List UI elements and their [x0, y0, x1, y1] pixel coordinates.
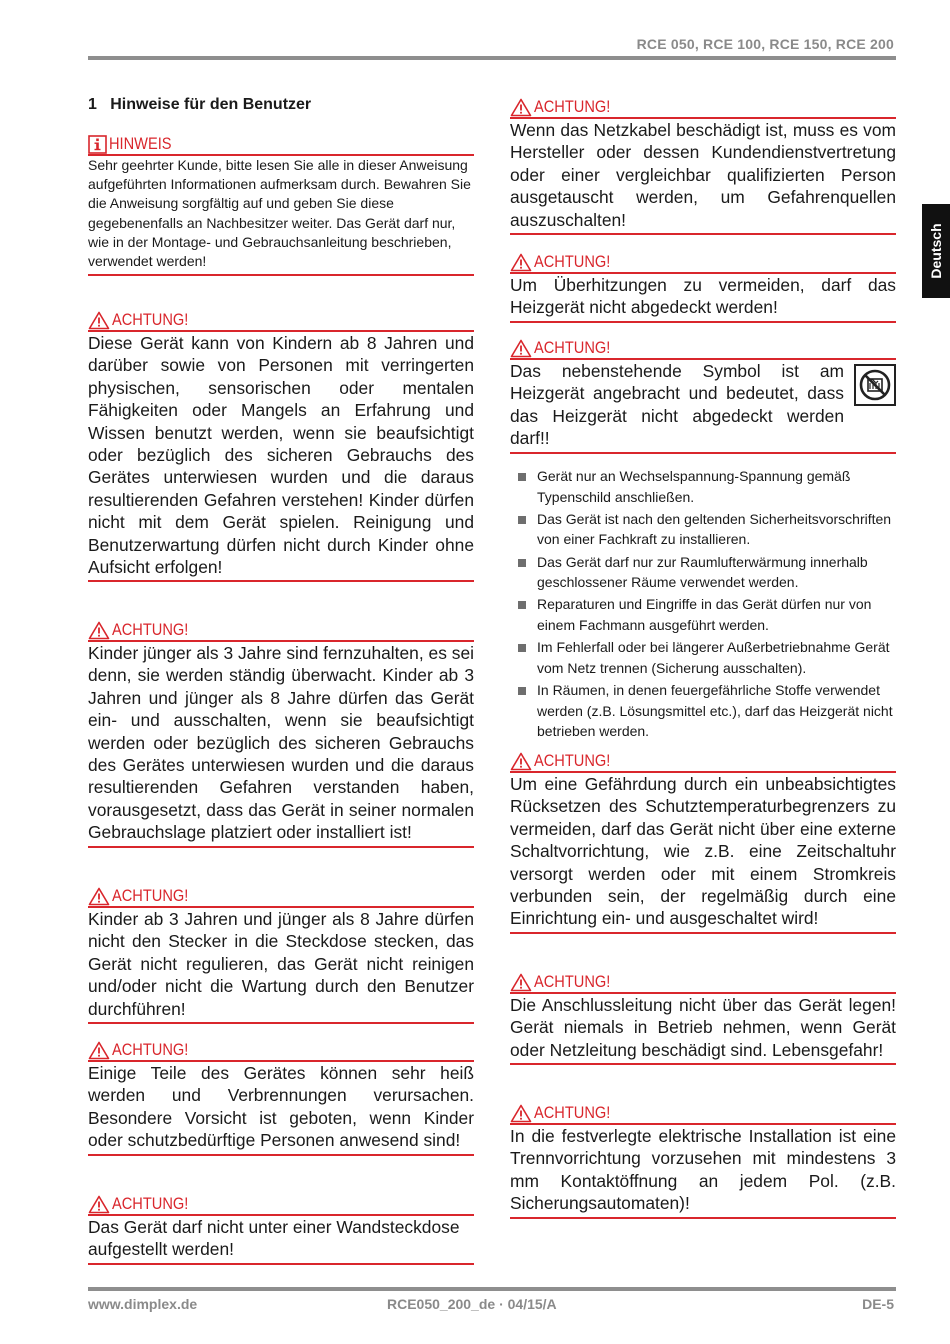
safety-bullet-list — [510, 466, 896, 743]
warning-label: ACHTUNG! — [112, 620, 189, 639]
warning-text: Das Gerät darf nicht unter einer Wandsteckdose aufgestellt werden! — [88, 1216, 474, 1265]
hinweis-label-row — [88, 134, 474, 156]
warning-label: ACHTUNG! — [534, 972, 611, 991]
warning-label: ACHTUNG! — [534, 338, 611, 357]
warning-label-row — [510, 972, 896, 994]
warning-label-row — [88, 886, 474, 908]
warning-label-row — [88, 310, 474, 332]
warning-text: Diese Gerät kann von Kindern ab 8 Jahren und darüber sowie von Personen mit verringerten physischen, sensorischen oder mentalen Fähigkeiten oder Mangels an Erfahrung und Wissen benutzt werden, wenn sie beaufsichtigt oder bezüglich des sicheren Gebrauchs des Gerätes unterwiesen wurden und die daraus resultierenden Gefahren verstehen! Kinder dürfen nicht mit dem Gerät spielen. Reinigung und Benutzerwartung dürfen nicht durch Kinder ohne Aufsicht erfolgen! — [88, 332, 474, 582]
warning-label: ACHTUNG! — [534, 751, 611, 770]
warning-triangle-icon — [510, 98, 532, 117]
list-item: Das Gerät darf nur zur Raumlufterwärmung innerhalb geschlossener Räume verwendet werden. — [510, 552, 896, 593]
warning-label: ACHTUNG! — [112, 886, 189, 905]
warning-triangle-icon — [510, 339, 532, 358]
list-item: Gerät nur an Wechselspannung-Spannung gemäß Typenschild anschließen. — [510, 466, 896, 507]
warning-triangle-icon — [510, 1104, 532, 1123]
warning-label-row — [510, 97, 896, 119]
info-icon — [88, 135, 107, 154]
warning-triangle-icon — [510, 752, 532, 771]
section-heading: 1 Hinweise für den Benutzer — [88, 96, 312, 113]
warning-text: Die Anschlussleitung nicht über das Gerät legen! Gerät niemals in Betrieb nehmen, wenn Gerät oder Netzleitung beschädigt sind. Lebensgefahr! — [510, 994, 896, 1065]
list-item: Reparaturen und Eingriffe in das Gerät dürfen nur von einem Fachmann ausgeführt werden. — [510, 594, 896, 635]
footer-page-number: DE-5 — [862, 1296, 894, 1312]
warning-text: Kinder jünger als 3 Jahre sind fernzuhalten, es sei denn, sie werden ständig überwacht. Kinder ab 3 Jahren und jünger als 8 Jahre dürfen das Gerät ein- und ausschalten, wenn sie beaufsichtigt werden oder bezüglich des sicheren Gebrauchs des Gerätes unterwiesen wurden und die daraus resultierenden Gefahren verstanden haben, vorausgesetzt, dass das Gerät in seiner normalen Gebrauchslage platziert oder installiert ist! — [88, 642, 474, 848]
warning-text: Wenn das Netzkabel beschädigt ist, muss es vom Hersteller oder dessen Kundendienstvertretung oder einer vergleichbar qualifizierten Person ausgetauscht werden, um Gefahrenquellen auszuschalten! — [510, 119, 896, 235]
warning-triangle-icon — [510, 973, 532, 992]
language-tab-label: Deutsch — [928, 223, 944, 279]
warning-block — [510, 751, 896, 934]
warning-label: ACHTUNG! — [112, 310, 189, 329]
warning-triangle-icon — [88, 621, 110, 640]
footer-website: www.dimplex.de — [88, 1296, 198, 1312]
symbol-warning-block — [510, 338, 896, 454]
warning-block — [510, 972, 896, 1065]
do-not-cover-symbol-icon — [854, 364, 896, 406]
document-header-title: RCE 050, RCE 100, RCE 150, RCE 200 — [636, 36, 894, 52]
warning-triangle-icon — [88, 311, 110, 330]
symbol-warning-body — [510, 360, 896, 454]
warning-text: Kinder ab 3 Jahren und jünger als 8 Jahre dürfen nicht den Stecker in die Steckdose stecken, das Gerät nicht regulieren, das Gerät nicht reinigen und/oder nicht die Wartung durch den Benutzer durchführen! — [88, 908, 474, 1024]
warning-label: ACHTUNG! — [534, 252, 611, 271]
hinweis-text: Sehr geehrter Kunde, bitte lesen Sie alle in dieser Anweisung aufgeführten Informationen aufmerksam durch. Bewahren Sie die Anweisung sorgfältig auf und geben Sie diese gegebenenfalls an Nachbesitzer weiter. Das Gerät darf nur, wie in der Montage- und Gebrauchsanleitung beschrieben, verwendet werden! — [88, 156, 474, 276]
warning-block — [510, 252, 896, 323]
warning-label-row — [510, 338, 896, 360]
warning-triangle-icon — [510, 253, 532, 272]
warning-label-row — [88, 620, 474, 642]
footer-rule — [88, 1287, 896, 1291]
list-item: In Räumen, in denen feuergefährliche Stoffe verwendet werden (z.B. Lösungsmittel etc.), darf das Heizgerät nicht betrieben werden. — [510, 680, 896, 742]
warning-text: Einige Teile des Gerätes können sehr heiß werden und Verbrennungen verursachen. Besondere Vorsicht ist geboten, wenn Kinder oder schutzbedürftige Personen anwesend sind! — [88, 1062, 474, 1156]
warning-triangle-icon — [88, 1041, 110, 1060]
warning-block — [510, 97, 896, 235]
warning-block — [88, 310, 474, 582]
list-item: Das Gerät ist nach den geltenden Sicherheitsvorschriften von einer Fachkraft zu installieren. — [510, 509, 896, 550]
footer-doc-id: RCE050_200_de · 04/15/A — [387, 1296, 557, 1312]
warning-text: Um eine Gefährdung durch ein unbeabsichtigtes Rücksetzen des Schutztemperaturbegrenzers zu vermeiden, darf das Gerät nicht über eine externe Schaltvorrichtung, wie z.B. eine Zeitschaltuhr versorgt werden oder mit einem Stromkreis verbunden sein, der regelmäßig durch eine Einrichtung ein- und ausgeschaltet wird! — [510, 773, 896, 934]
warning-triangle-icon — [88, 1195, 110, 1214]
warning-label-row — [510, 252, 896, 274]
warning-label-row — [88, 1194, 474, 1216]
warning-label-row — [510, 751, 896, 773]
symbol-warning-text: Das nebenstehende Symbol ist am Heizgerät angebracht und bedeutet, dass das Heizgerät nicht abgedeckt werden darf!! — [510, 361, 844, 449]
language-tab — [922, 204, 950, 298]
warning-label: ACHTUNG! — [534, 97, 611, 116]
warning-triangle-icon — [88, 887, 110, 906]
warning-block — [88, 1194, 474, 1265]
warning-block — [510, 1103, 896, 1219]
warning-text: Um Überhitzungen zu vermeiden, darf das Heizgerät nicht abgedeckt werden! — [510, 274, 896, 323]
list-item: Im Fehlerfall oder bei längerer Außerbetriebnahme Gerät vom Netz trennen (Sicherung ausschalten). — [510, 637, 896, 678]
hinweis-label: HINWEIS — [109, 134, 172, 153]
warning-block — [88, 620, 474, 848]
warning-label: ACHTUNG! — [112, 1040, 189, 1059]
header-rule — [88, 56, 896, 60]
warning-label-row — [510, 1103, 896, 1125]
warning-label: ACHTUNG! — [534, 1103, 611, 1122]
warning-label-row — [88, 1040, 474, 1062]
warning-block — [88, 1040, 474, 1156]
warning-label: ACHTUNG! — [112, 1194, 189, 1213]
warning-text: In die festverlegte elektrische Installation ist eine Trennvorrichtung vorzusehen mit mindestens 3 mm Kontaktöffnung an jedem Pol. (z.B. Sicherungsautomaten)! — [510, 1125, 896, 1219]
warning-block — [88, 886, 474, 1024]
hinweis-notice — [88, 134, 474, 276]
